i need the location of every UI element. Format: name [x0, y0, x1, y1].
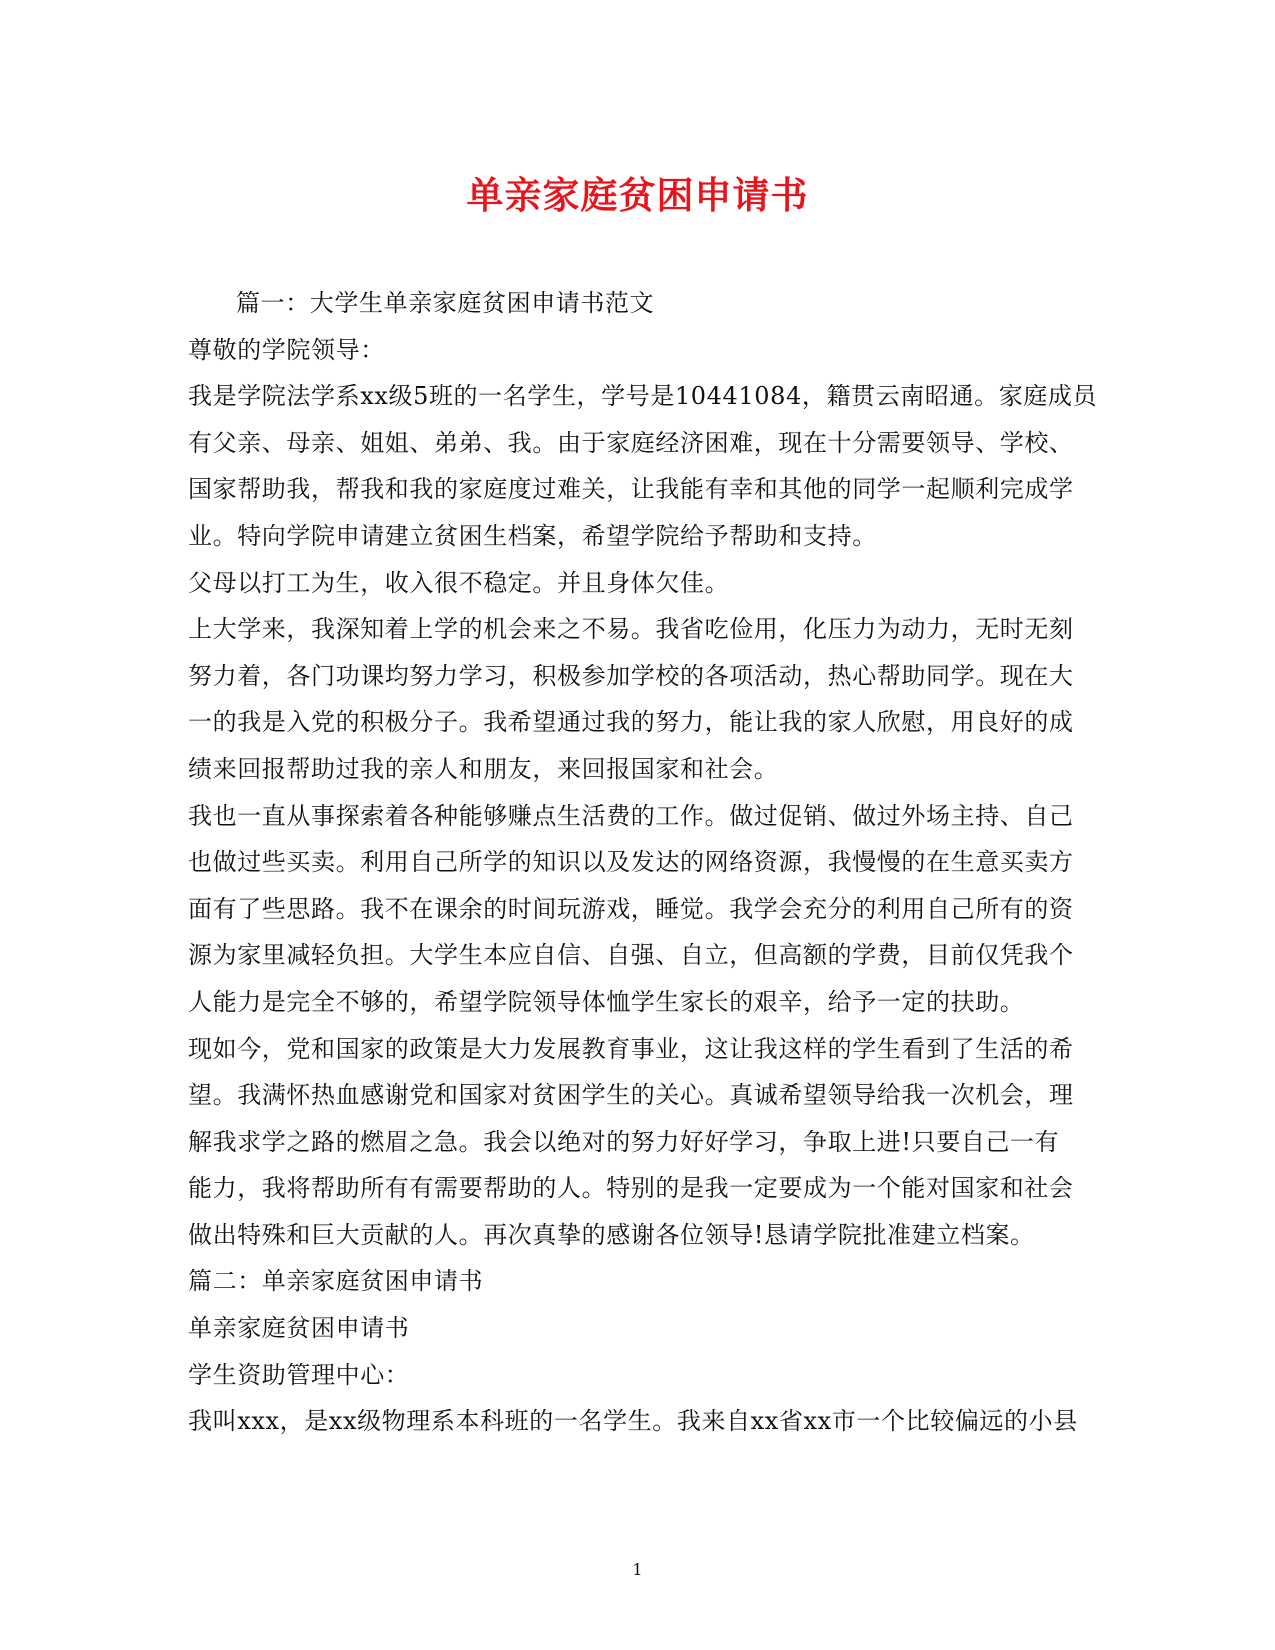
text-line: 也做过些买卖。利用自己所学的知识以及发达的网络资源，我慢慢的在生意买卖方 — [188, 848, 1074, 877]
text-line: 绩来回报帮助过我的亲人和朋友，来回报国家和社会。 — [188, 754, 779, 783]
text-line: 现如今，党和国家的政策是大力发展教育事业，这让我这样的学生看到了生活的希 — [188, 1034, 1074, 1063]
text-line: 有父亲、母亲、姐姐、弟弟、我。由于家庭经济困难，现在十分需要领导、学校、 — [188, 428, 1074, 457]
text-line: 解我求学之路的燃眉之急。我会以绝对的努力好好学习，争取上进!只要自己一有 — [188, 1127, 1060, 1156]
text-line: 我也一直从事探索着各种能够赚点生活费的工作。做过促销、做过外场主持、自己 — [188, 801, 1074, 830]
document-title: 单亲家庭贫困申请书 — [466, 173, 809, 217]
text-line: 业。特向学院申请建立贫困生档案，希望学院给予帮助和支持。 — [188, 521, 877, 550]
text-line: 上大学来，我深知着上学的机会来之不易。我省吃俭用，化压力为动力，无时无刻 — [188, 615, 1074, 644]
page-number: 1 — [632, 1560, 643, 1579]
text-line: 做出特殊和巨大贡献的人。再次真挚的感谢各位领导!恳请学院批准建立档案。 — [188, 1220, 1035, 1249]
salutation: 尊敬的学院领导： — [188, 335, 385, 364]
subtitle: 单亲家庭贫困申请书 — [188, 1314, 410, 1343]
text-line: 能力，我将帮助所有有需要帮助的人。特别的是我一定要成为一个能对国家和社会 — [188, 1174, 1074, 1203]
text-line: 面有了些思路。我不在课余的时间玩游戏，睡觉。我学会充分的利用自己所有的资 — [188, 894, 1074, 923]
text-line: 我叫xxx，是xx级物理系本科班的一名学生。我来自xx省xx市一个比较偏远的小县 — [188, 1407, 1078, 1436]
salutation: 学生资助管理中心： — [188, 1360, 410, 1389]
text-line: 父母以打工为生，收入很不稳定。并且身体欠佳。 — [188, 568, 730, 597]
text-line: 我是学院法学系xx级5班的一名学生，学号是10441084，籍贯云南昭通。家庭成员 — [188, 382, 1098, 411]
text-line: 望。我满怀热血感谢党和国家对贫困学生的关心。真诚希望领导给我一次机会，理 — [188, 1081, 1074, 1110]
text-line: 源为家里减轻负担。大学生本应自信、自强、自立，但高额的学费，目前仅凭我个 — [188, 941, 1074, 970]
section-heading: 篇二：单亲家庭贫困申请书 — [188, 1267, 484, 1296]
section-heading: 篇一：大学生单亲家庭贫困申请书范文 — [236, 289, 655, 317]
text-line: 人能力是完全不够的，希望学院领导体恤学生家长的艰辛，给予一定的扶助。 — [188, 987, 1025, 1016]
text-line: 一的我是入党的积极分子。我希望通过我的努力，能让我的家人欣慰，用良好的成 — [188, 708, 1074, 737]
document-body — [188, 280, 1098, 1445]
text-line: 国家帮助我，帮我和我的家庭度过难关，让我能有幸和其他的同学一起顺利完成学 — [188, 475, 1074, 504]
text-line: 努力着，各门功课均努力学习，积极参加学校的各项活动，热心帮助同学。现在大 — [188, 661, 1074, 690]
